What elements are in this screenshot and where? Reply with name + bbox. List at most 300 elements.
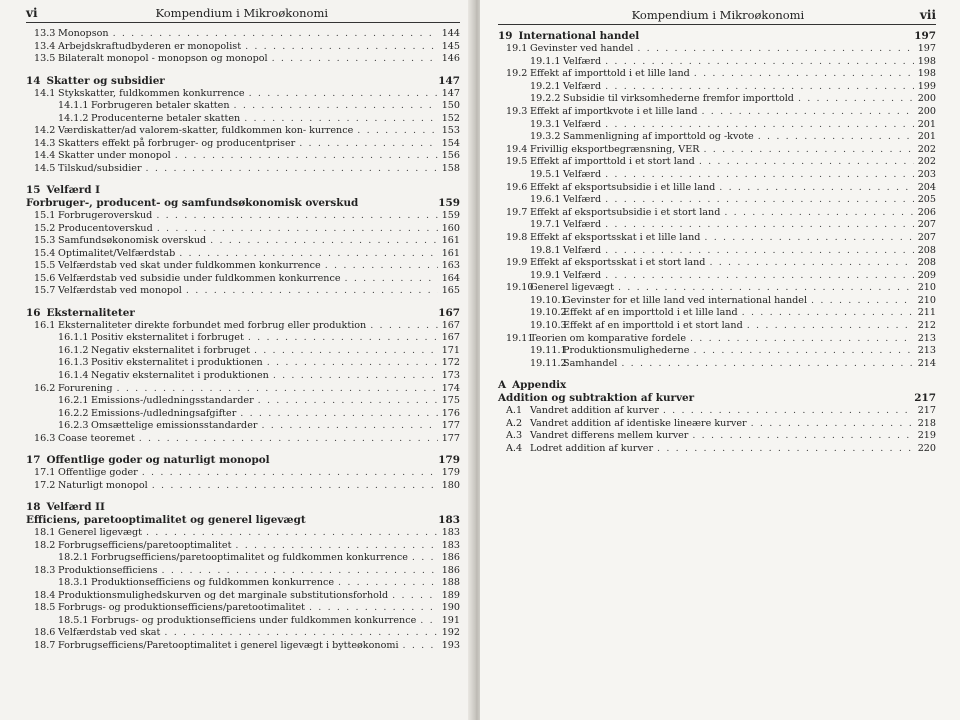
entry-page: 200	[917, 93, 936, 105]
toc-subtitle-entry	[26, 514, 460, 527]
dot-leader	[657, 443, 914, 456]
dot-leader	[370, 320, 437, 333]
entry-page: 198	[917, 68, 936, 80]
dot-leader	[703, 144, 913, 157]
entry-number: 19.3.1	[530, 118, 561, 130]
toc-section-entry	[26, 590, 460, 603]
dot-leader	[175, 150, 438, 163]
entry-title: Effekt af eksportsubsidie i et stort land	[530, 206, 721, 218]
dot-leader	[701, 106, 913, 119]
entry-page: 220	[917, 442, 936, 454]
dot-leader	[690, 333, 914, 346]
entry-number: 15.5	[34, 260, 56, 272]
entry-page: 202	[917, 143, 936, 155]
entry-page: 191	[441, 614, 460, 626]
toc-section-entry	[498, 182, 936, 195]
entry-number: 19.3	[506, 105, 528, 117]
entry-page: 176	[441, 407, 460, 419]
entry-page: 153	[441, 125, 460, 137]
entry-number: 19.6.1	[530, 194, 561, 206]
toc-subsection-entry	[26, 357, 460, 370]
toc-list	[26, 28, 460, 652]
toc-subsection-entry	[498, 345, 936, 358]
chapter-title: Velfærd I	[46, 184, 100, 197]
entry-page: 165	[441, 285, 460, 297]
toc-section-entry	[498, 43, 936, 56]
toc-subsection-entry	[26, 615, 460, 628]
entry-title: Lodret addition af kurver	[530, 442, 654, 454]
entry-title: Velfærd	[563, 244, 602, 256]
entry-page: 198	[917, 55, 936, 67]
dot-leader	[273, 370, 438, 383]
dot-leader	[164, 627, 437, 640]
entry-number: 19.11.2	[530, 357, 567, 369]
chapter-heading	[26, 454, 460, 467]
entry-number: 19.9	[506, 257, 528, 269]
dot-leader	[758, 131, 914, 144]
entry-page: 183	[441, 539, 460, 551]
entry-title: Velfærd	[563, 55, 602, 67]
entry-title: Gevinster ved handel	[530, 43, 634, 54]
toc-subsection-entry	[498, 131, 936, 144]
toc-subsection-entry	[498, 56, 936, 69]
chapter-heading	[26, 501, 460, 514]
toc-section-entry	[26, 273, 460, 286]
entry-page: 204	[917, 181, 936, 193]
toc-section-entry	[498, 418, 936, 431]
entry-title: Effekt af importtold i et stort land	[530, 156, 695, 168]
dot-leader	[605, 169, 914, 182]
dot-leader	[156, 210, 437, 223]
entry-number: A.3	[506, 430, 523, 442]
toc-section-entry	[26, 150, 460, 163]
dot-leader	[412, 552, 438, 565]
entry-number: 16.1	[34, 319, 56, 331]
toc-section-entry	[498, 282, 936, 295]
dot-leader	[152, 480, 438, 493]
entry-page: 202	[917, 156, 936, 168]
toc-section-entry	[26, 88, 460, 101]
entry-number: 16.2.3	[58, 420, 89, 432]
toc-section-entry	[26, 527, 460, 540]
entry-title: Addition og subtraktion af kurver	[498, 392, 695, 405]
entry-title: Velfærdstab ved skat under fuldkommen konkurrence	[58, 260, 321, 272]
entry-page: 158	[441, 162, 460, 174]
entry-number: 18.5	[34, 602, 56, 614]
toc-subsection-entry	[498, 307, 936, 320]
dot-leader	[254, 345, 438, 358]
dot-leader	[157, 223, 438, 236]
entry-page: 214	[917, 357, 936, 369]
entry-title: Forbrugs- og produktionsefficiens under fuldkommen konkurrence	[91, 614, 417, 626]
entry-number: 19.2.2	[530, 93, 561, 105]
dot-leader	[139, 433, 438, 446]
toc-section-entry	[26, 41, 460, 54]
toc-subsection-entry	[498, 295, 936, 308]
dot-leader	[234, 100, 438, 113]
entry-title: Samfundsøkonomisk overskud	[58, 235, 207, 247]
dot-leader	[618, 282, 914, 295]
entry-page: 209	[917, 269, 936, 281]
entry-page: 197	[917, 43, 936, 54]
dot-leader	[719, 182, 913, 195]
toc-subsection-entry	[26, 370, 460, 383]
dot-leader	[637, 43, 913, 56]
toc-subsection-entry	[26, 113, 460, 126]
entry-number: 16.2.1	[58, 395, 89, 407]
entry-title: Produktionsefficiens	[58, 564, 158, 576]
dot-leader	[162, 565, 438, 578]
toc-subsection-entry	[498, 119, 936, 132]
entry-title: Negativ eksternalitet i produktionen	[91, 370, 269, 382]
entry-page: 150	[441, 100, 460, 112]
dot-leader	[113, 28, 438, 41]
entry-title: Skatter under monopol	[58, 150, 171, 162]
chapter-number: 18	[26, 501, 41, 514]
entry-page: 186	[441, 552, 460, 564]
entry-number: 18.1	[34, 526, 56, 538]
entry-title: Velfærd	[563, 118, 602, 130]
entry-number: 14.4	[34, 150, 56, 162]
entry-number: 19.10.2	[530, 307, 567, 319]
entry-title: Generel ligevægt	[58, 526, 142, 538]
dot-leader	[240, 408, 437, 421]
dot-leader	[210, 235, 438, 248]
entry-number: A.1	[506, 405, 523, 417]
entry-page: 207	[917, 231, 936, 243]
entry-number: 18.4	[34, 589, 56, 601]
entry-title: Effekt af en importtold i et lille land	[563, 307, 738, 319]
dot-leader	[621, 358, 913, 371]
entry-page: 177	[441, 420, 460, 432]
entry-title: Produktionsefficiens og fuldkommen konkurrence	[91, 577, 335, 589]
dot-leader	[605, 219, 914, 232]
dot-leader	[244, 113, 437, 126]
entry-page: 205	[917, 194, 936, 206]
chapter-number: 17	[26, 454, 41, 467]
entry-title: Velfærd	[563, 219, 602, 231]
toc-section-entry	[498, 443, 936, 456]
entry-title: Forbrugsefficiens/Paretooptimalitet i generel ligevægt i bytteøkonomi	[58, 639, 399, 651]
entry-title: Velfærdstab ved monopol	[58, 285, 182, 297]
entry-number: 15.2	[34, 222, 56, 234]
toc-section-entry	[26, 320, 460, 333]
entry-page: 183	[441, 526, 460, 538]
toc-subsection-entry	[498, 81, 936, 94]
dot-leader	[338, 577, 438, 590]
chapter-title: Appendix	[512, 379, 567, 392]
chapter-number: 14	[26, 74, 41, 87]
entry-number: 19.11	[506, 332, 534, 344]
entry-page: 173	[441, 370, 460, 382]
entry-title: Offentlige goder	[58, 467, 138, 479]
entry-title: Bilateralt monopol - monopson og monopol	[58, 53, 268, 65]
entry-page: 177	[441, 432, 460, 444]
toc-section-entry	[26, 480, 460, 493]
toc-subsection-entry	[26, 577, 460, 590]
toc-section-entry	[498, 232, 936, 245]
dot-leader	[692, 430, 913, 443]
dot-leader	[747, 320, 914, 333]
entry-title: Monopson	[58, 28, 109, 39]
dot-leader	[694, 68, 914, 81]
chapter-number: 15	[26, 184, 41, 197]
entry-title: Effekt af en importtold i et stort land	[563, 320, 743, 332]
toc-section-entry	[26, 467, 460, 480]
toc-list	[498, 30, 936, 455]
dot-leader	[245, 41, 438, 54]
dot-leader	[357, 125, 437, 138]
entry-number: 14.1	[34, 87, 56, 99]
dot-leader	[249, 88, 438, 101]
entry-number: 18.3	[34, 564, 56, 576]
dot-leader	[798, 93, 914, 106]
toc-section-entry	[498, 207, 936, 220]
entry-number: 19.2.1	[530, 80, 561, 92]
entry-title: Effekt af eksportsskat i et lille land	[530, 231, 701, 243]
toc-section-entry	[498, 333, 936, 346]
entry-title: Negativ eksternalitet i forbruget	[91, 344, 250, 356]
toc-subsection-entry	[26, 552, 460, 565]
toc-section-entry	[26, 163, 460, 176]
entry-title: Emissions-/udledningsafgifter	[91, 407, 237, 419]
entry-number: 15.7	[34, 285, 56, 297]
entry-title: Teorien om komparative fordele	[530, 332, 686, 344]
entry-title: Effekt af importtold i et lille land	[530, 68, 690, 80]
entry-title: Emissions-/udledningsstandarder	[91, 395, 254, 407]
entry-title: Positiv eksternalitet i forbruget	[91, 332, 244, 344]
toc-subsection-entry	[26, 395, 460, 408]
entry-page: 188	[441, 577, 460, 589]
toc-section-entry	[26, 565, 460, 578]
toc-section-entry	[498, 257, 936, 270]
dot-leader	[724, 207, 913, 220]
dot-leader	[248, 332, 438, 345]
entry-number: 15.6	[34, 272, 56, 284]
entry-number: 17.2	[34, 479, 56, 491]
toc-section-entry	[26, 383, 460, 396]
entry-title: Tilskud/subsidier	[58, 162, 142, 174]
entry-title: Skatters effekt på forbruger- og producentpriser	[58, 137, 296, 149]
dot-leader	[605, 119, 914, 132]
dot-leader	[811, 295, 914, 308]
dot-leader	[693, 345, 913, 358]
entry-number: 19.5	[506, 156, 528, 168]
dot-leader	[309, 602, 438, 615]
entry-page: 175	[441, 395, 460, 407]
entry-number: 13.3	[34, 28, 56, 39]
entry-page: 190	[441, 602, 460, 614]
chapter-page: 197	[914, 30, 936, 42]
entry-number: 14.2	[34, 125, 56, 137]
entry-page: 172	[441, 357, 460, 369]
entry-number: 14.1.1	[58, 100, 89, 112]
dot-leader	[146, 163, 438, 176]
entry-title: Forbrugsefficiens/paretooptimalitet og fuldkommen konkurrence	[91, 552, 408, 564]
entry-page: 161	[441, 235, 460, 247]
entry-title: Velfærd	[563, 80, 602, 92]
entry-page: 145	[441, 40, 460, 52]
entry-page: 208	[917, 257, 936, 269]
chapter-heading	[26, 184, 460, 197]
dot-leader	[325, 260, 438, 273]
toc-section-entry	[26, 210, 460, 223]
toc-subsection-entry	[498, 358, 936, 371]
entry-page: 211	[917, 307, 936, 319]
entry-page: 183	[438, 514, 460, 527]
entry-number: 19.7	[506, 206, 528, 218]
entry-number: 15.3	[34, 235, 56, 247]
entry-page: 218	[917, 417, 936, 429]
toc-section-entry	[26, 248, 460, 261]
entry-title: Værdiskatter/ad valorem-skatter, fuldkommen kon- kurrence	[58, 125, 354, 137]
chapter-heading	[26, 75, 460, 88]
dot-leader	[605, 194, 914, 207]
entry-number: 14.5	[34, 162, 56, 174]
dot-leader	[605, 81, 914, 94]
entry-page: 152	[441, 112, 460, 124]
entry-title: Velfærd	[563, 269, 602, 281]
entry-number: 19.9.1	[530, 269, 561, 281]
chapter-number: 16	[26, 306, 41, 319]
entry-page: 159	[438, 197, 460, 210]
toc-section-entry	[26, 602, 460, 615]
entry-page: 164	[441, 272, 460, 284]
toc-section-entry	[26, 28, 460, 41]
dot-leader	[709, 257, 913, 270]
dot-leader	[420, 615, 437, 628]
chapter-title: Eksternaliteter	[46, 306, 135, 319]
entry-number: 19.10.1	[530, 294, 567, 306]
entry-number: 18.5.1	[58, 614, 89, 626]
entry-number: 15.1	[34, 210, 56, 222]
entry-page: 167	[441, 332, 460, 344]
chapter-title: Offentlige goder og naturligt monopol	[46, 454, 270, 467]
entry-page: 213	[917, 345, 936, 357]
entry-title: Forbrugsefficiens/paretooptimalitet	[58, 539, 232, 551]
toc-subsection-entry	[498, 219, 936, 232]
entry-title: Subsidie til virksomhederne fremfor importtold	[563, 93, 794, 105]
entry-number: 17.1	[34, 467, 56, 479]
entry-page: 174	[441, 382, 460, 394]
entry-page: 212	[917, 320, 936, 332]
entry-title: Vandret addition af identiske lineære kurver	[530, 417, 747, 429]
toc-subsection-entry	[498, 320, 936, 333]
entry-title: Efficiens, paretooptimalitet og generel ligevægt	[26, 514, 306, 527]
entry-page: 206	[917, 206, 936, 218]
entry-page: 201	[917, 118, 936, 130]
entry-page: 159	[441, 210, 460, 222]
entry-title: Producentoverskud	[58, 222, 153, 234]
entry-number: 18.2.1	[58, 552, 89, 564]
entry-title: Eksternaliteter direkte forbundet med forbrug eller produktion	[58, 319, 367, 331]
running-title: Kompendium i Mikroøkonomi	[155, 6, 329, 20]
chapter-page: 179	[438, 454, 460, 467]
toc-subsection-entry	[26, 100, 460, 113]
toc-section-entry	[26, 640, 460, 653]
entry-number: 18.3.1	[58, 577, 89, 589]
entry-page: 219	[917, 430, 936, 442]
dot-leader	[704, 232, 913, 245]
entry-page: 210	[917, 294, 936, 306]
entry-page: 210	[917, 282, 936, 294]
entry-page: 217	[914, 392, 936, 405]
entry-number: 13.4	[34, 40, 56, 52]
dot-leader	[605, 56, 914, 69]
dot-leader	[142, 467, 438, 480]
entry-number: 16.1.2	[58, 344, 89, 356]
entry-number: 19.3.2	[530, 131, 561, 143]
entry-number: 19.2	[506, 68, 528, 80]
entry-page: 146	[441, 53, 460, 65]
entry-page: 171	[441, 344, 460, 356]
dot-leader	[235, 540, 437, 553]
toc-section-entry	[26, 260, 460, 273]
entry-title: Velfærd	[563, 194, 602, 206]
entry-page: 179	[441, 467, 460, 479]
entry-page: 160	[441, 222, 460, 234]
chapter-title: International handel	[518, 30, 640, 42]
toc-subtitle-entry	[498, 392, 936, 405]
toc-section-entry	[498, 106, 936, 119]
entry-title: Generel ligevægt	[530, 282, 614, 294]
entry-title: Forbrugeren betaler skatten	[91, 100, 230, 112]
toc-section-entry	[26, 540, 460, 553]
dot-leader	[392, 590, 438, 603]
chapter-page: 167	[438, 306, 460, 319]
entry-title: Gevinster for et lille land ved international handel	[563, 294, 808, 306]
toc-subsection-entry	[498, 194, 936, 207]
entry-title: Vandret differens mellem kurver	[530, 430, 689, 442]
entry-page: 163	[441, 260, 460, 272]
running-header	[26, 6, 460, 23]
entry-title: Velfærdstab ved subsidie under fuldkommen konkurrence	[58, 272, 341, 284]
entry-number: 19.4	[506, 143, 528, 155]
entry-title: Produktionsmulighederne	[563, 345, 690, 357]
entry-title: Forbruger-, producent- og samfundsøkonomisk overskud	[26, 197, 359, 210]
entry-number: 19.10.3	[530, 320, 567, 332]
entry-page: 213	[917, 332, 936, 344]
dot-leader	[345, 273, 438, 286]
toc-section-entry	[498, 68, 936, 81]
entry-page: 144	[441, 28, 460, 39]
dot-leader	[267, 357, 438, 370]
entry-page: 186	[441, 564, 460, 576]
left-page	[0, 0, 474, 720]
dot-leader	[258, 395, 438, 408]
chapter-number: 19	[498, 30, 513, 42]
dot-leader	[742, 307, 914, 320]
entry-page: 192	[441, 627, 460, 639]
dot-leader	[186, 285, 438, 298]
entry-number: 18.6	[34, 627, 56, 639]
entry-number: 19.10	[506, 282, 534, 294]
entry-page: 167	[441, 319, 460, 331]
entry-title: Velfærdstab ved skat	[58, 627, 161, 639]
entry-page: 180	[441, 479, 460, 491]
dot-leader	[117, 383, 438, 396]
toc-section-entry	[26, 138, 460, 151]
entry-page: 154	[441, 137, 460, 149]
entry-page: 207	[917, 219, 936, 231]
entry-number: 19.8.1	[530, 244, 561, 256]
dot-leader	[605, 245, 914, 258]
toc-section-entry	[26, 285, 460, 298]
entry-number: 16.1.1	[58, 332, 89, 344]
entry-number: 15.4	[34, 247, 56, 259]
page-folio: vii	[919, 8, 936, 22]
toc-section-entry	[498, 405, 936, 418]
